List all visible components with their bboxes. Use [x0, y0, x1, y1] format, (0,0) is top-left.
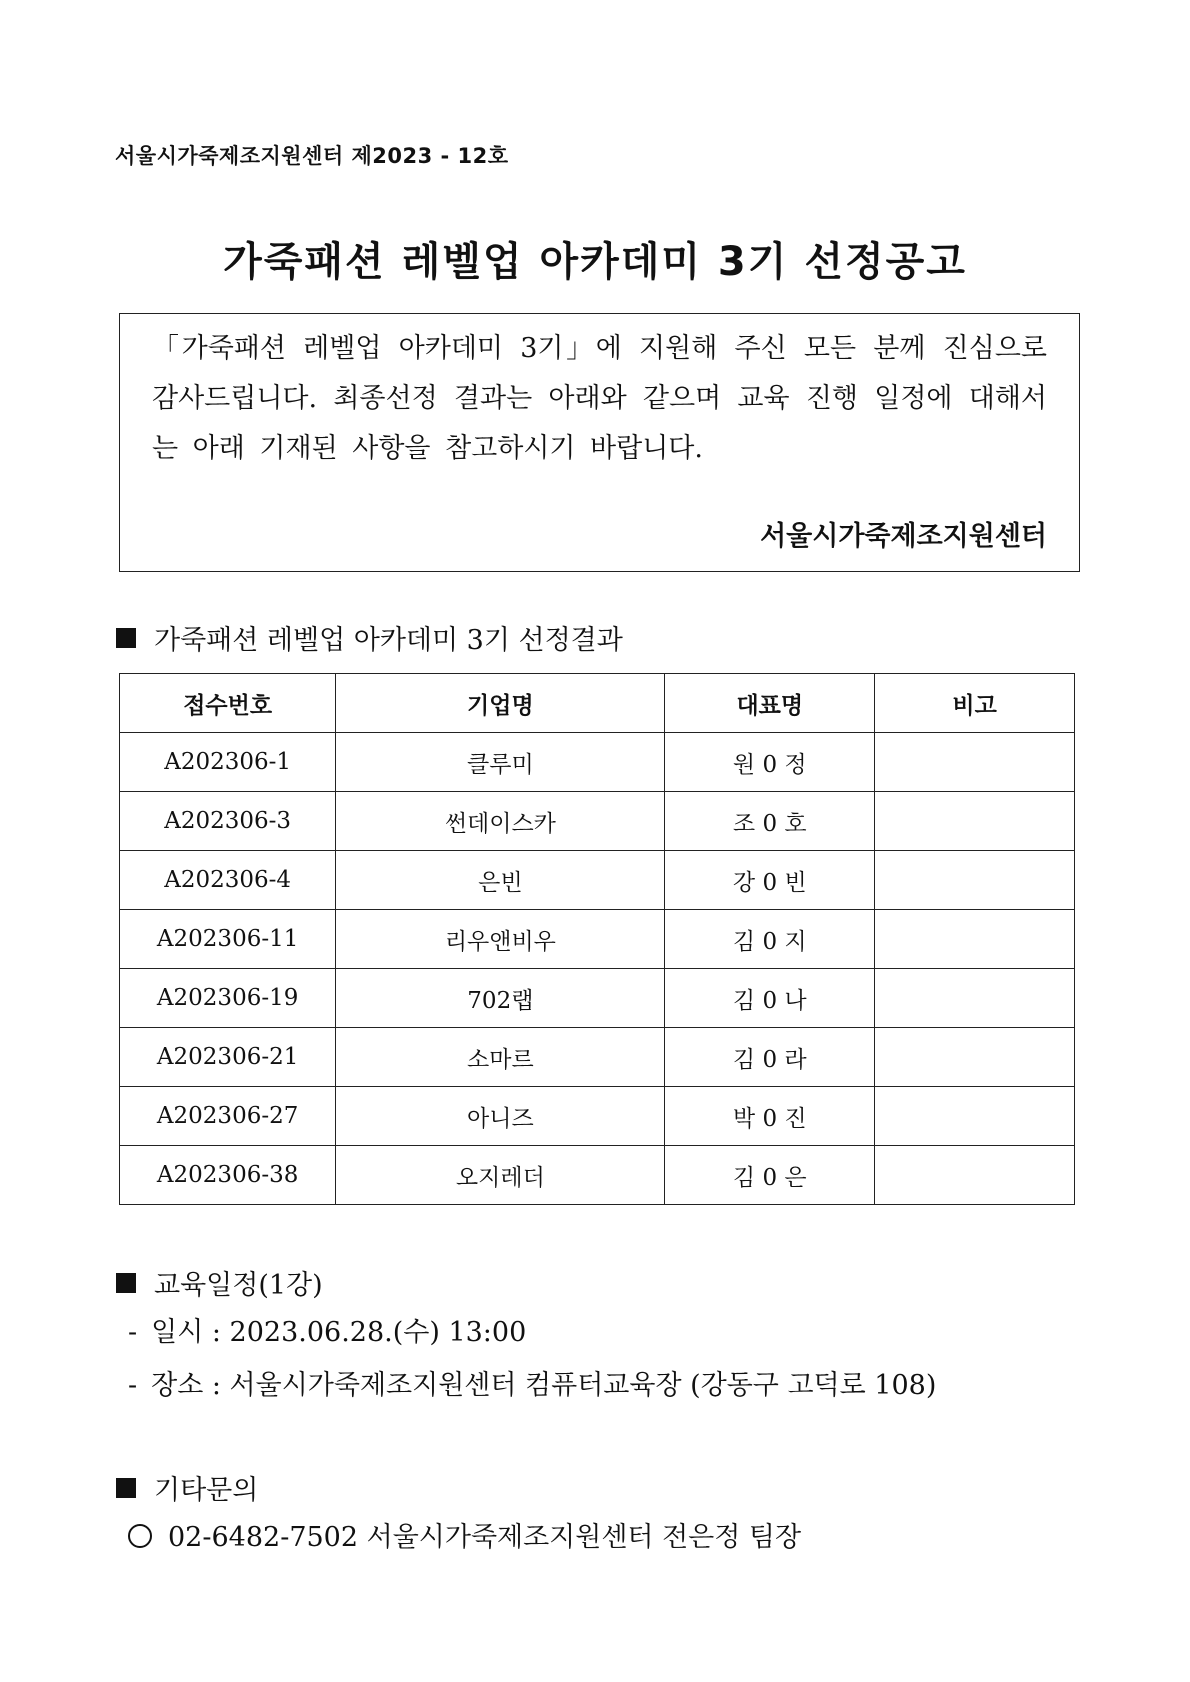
schedule-place-line [128, 1363, 936, 1402]
notice-signature: 서울시가죽제조지원센터 [760, 521, 1047, 552]
results-heading-text: 가죽패션 레벨업 아카데미 3기 선정결과 [154, 625, 623, 656]
cell-ceo: 김 0 나 [665, 969, 875, 1028]
table-row [120, 792, 1075, 851]
contact-line [128, 1515, 801, 1554]
cell-ceo: 강 0 빈 [665, 851, 875, 910]
schedule-date-line [128, 1310, 526, 1349]
column-header-ceo: 대표명 [665, 674, 875, 733]
cell-no: A202306-11 [120, 910, 336, 969]
contact-heading-text: 기타문의 [154, 1475, 259, 1506]
table-row [120, 1087, 1075, 1146]
square-bullet-icon [116, 628, 136, 648]
cell-note [875, 792, 1075, 851]
circle-bullet-icon [128, 1524, 152, 1548]
contact-info: 02-6482-7502 서울시가죽제조지원센터 전은정 팀장 [168, 1522, 802, 1553]
cell-ceo: 조 0 호 [665, 792, 875, 851]
cell-note [875, 733, 1075, 792]
table-header-row [120, 674, 1075, 733]
cell-company: 아니즈 [336, 1087, 665, 1146]
schedule-place: 장소 : 서울시가죽제조지원센터 컴퓨터교육장 (강동구 고덕로 108) [151, 1370, 937, 1401]
table-row [120, 910, 1075, 969]
cell-company: 702랩 [336, 969, 665, 1028]
square-bullet-icon [116, 1273, 136, 1293]
cell-no: A202306-19 [120, 969, 336, 1028]
table-row [120, 1146, 1075, 1205]
notice-text: 「가죽패션 레벨업 아카데미 3기」에 지원해 주신 모든 분께 진심으로 감사드립니다. 최종선정 결과는 아래와 같으며 교육 진행 일정에 대해서는 아래 기재된 사항을 참고하시기 바랍니다. [152, 333, 1047, 464]
cell-company: 은빈 [336, 851, 665, 910]
contact-heading [116, 1468, 258, 1507]
cell-ceo: 원 0 정 [665, 733, 875, 792]
page-title: 가죽패션 레벨업 아카데미 3기 선정공고 [223, 239, 967, 285]
cell-note [875, 1146, 1075, 1205]
cell-company: 클루미 [336, 733, 665, 792]
schedule-heading-text: 교육일정(1강) [154, 1270, 323, 1301]
schedule-heading [116, 1263, 323, 1302]
cell-note [875, 851, 1075, 910]
cell-company: 소마르 [336, 1028, 665, 1087]
cell-no: A202306-3 [120, 792, 336, 851]
cell-note [875, 910, 1075, 969]
cell-note [875, 1028, 1075, 1087]
schedule-date: 일시 : 2023.06.28.(수) 13:00 [151, 1317, 527, 1348]
results-table [119, 673, 1075, 1205]
dash-bullet: - [128, 1317, 138, 1348]
square-bullet-icon [116, 1478, 136, 1498]
cell-company: 썬데이스카 [336, 792, 665, 851]
cell-ceo: 김 0 은 [665, 1146, 875, 1205]
cell-no: A202306-21 [120, 1028, 336, 1087]
table-row [120, 969, 1075, 1028]
notice-box [119, 313, 1080, 572]
cell-note [875, 969, 1075, 1028]
cell-note [875, 1087, 1075, 1146]
table-row [120, 851, 1075, 910]
document-number: 서울시가죽제조지원센터 제2023 - 12호 [115, 144, 509, 168]
cell-no: A202306-38 [120, 1146, 336, 1205]
dash-bullet: - [128, 1370, 138, 1401]
cell-ceo: 박 0 진 [665, 1087, 875, 1146]
column-header-no: 접수번호 [120, 674, 336, 733]
column-header-note: 비고 [875, 674, 1075, 733]
results-heading [116, 618, 623, 657]
table-row [120, 1028, 1075, 1087]
cell-no: A202306-27 [120, 1087, 336, 1146]
cell-ceo: 김 0 지 [665, 910, 875, 969]
cell-no: A202306-1 [120, 733, 336, 792]
cell-no: A202306-4 [120, 851, 336, 910]
cell-ceo: 김 0 라 [665, 1028, 875, 1087]
column-header-company: 기업명 [336, 674, 665, 733]
table-row [120, 733, 1075, 792]
cell-company: 오지레더 [336, 1146, 665, 1205]
cell-company: 리우앤비우 [336, 910, 665, 969]
